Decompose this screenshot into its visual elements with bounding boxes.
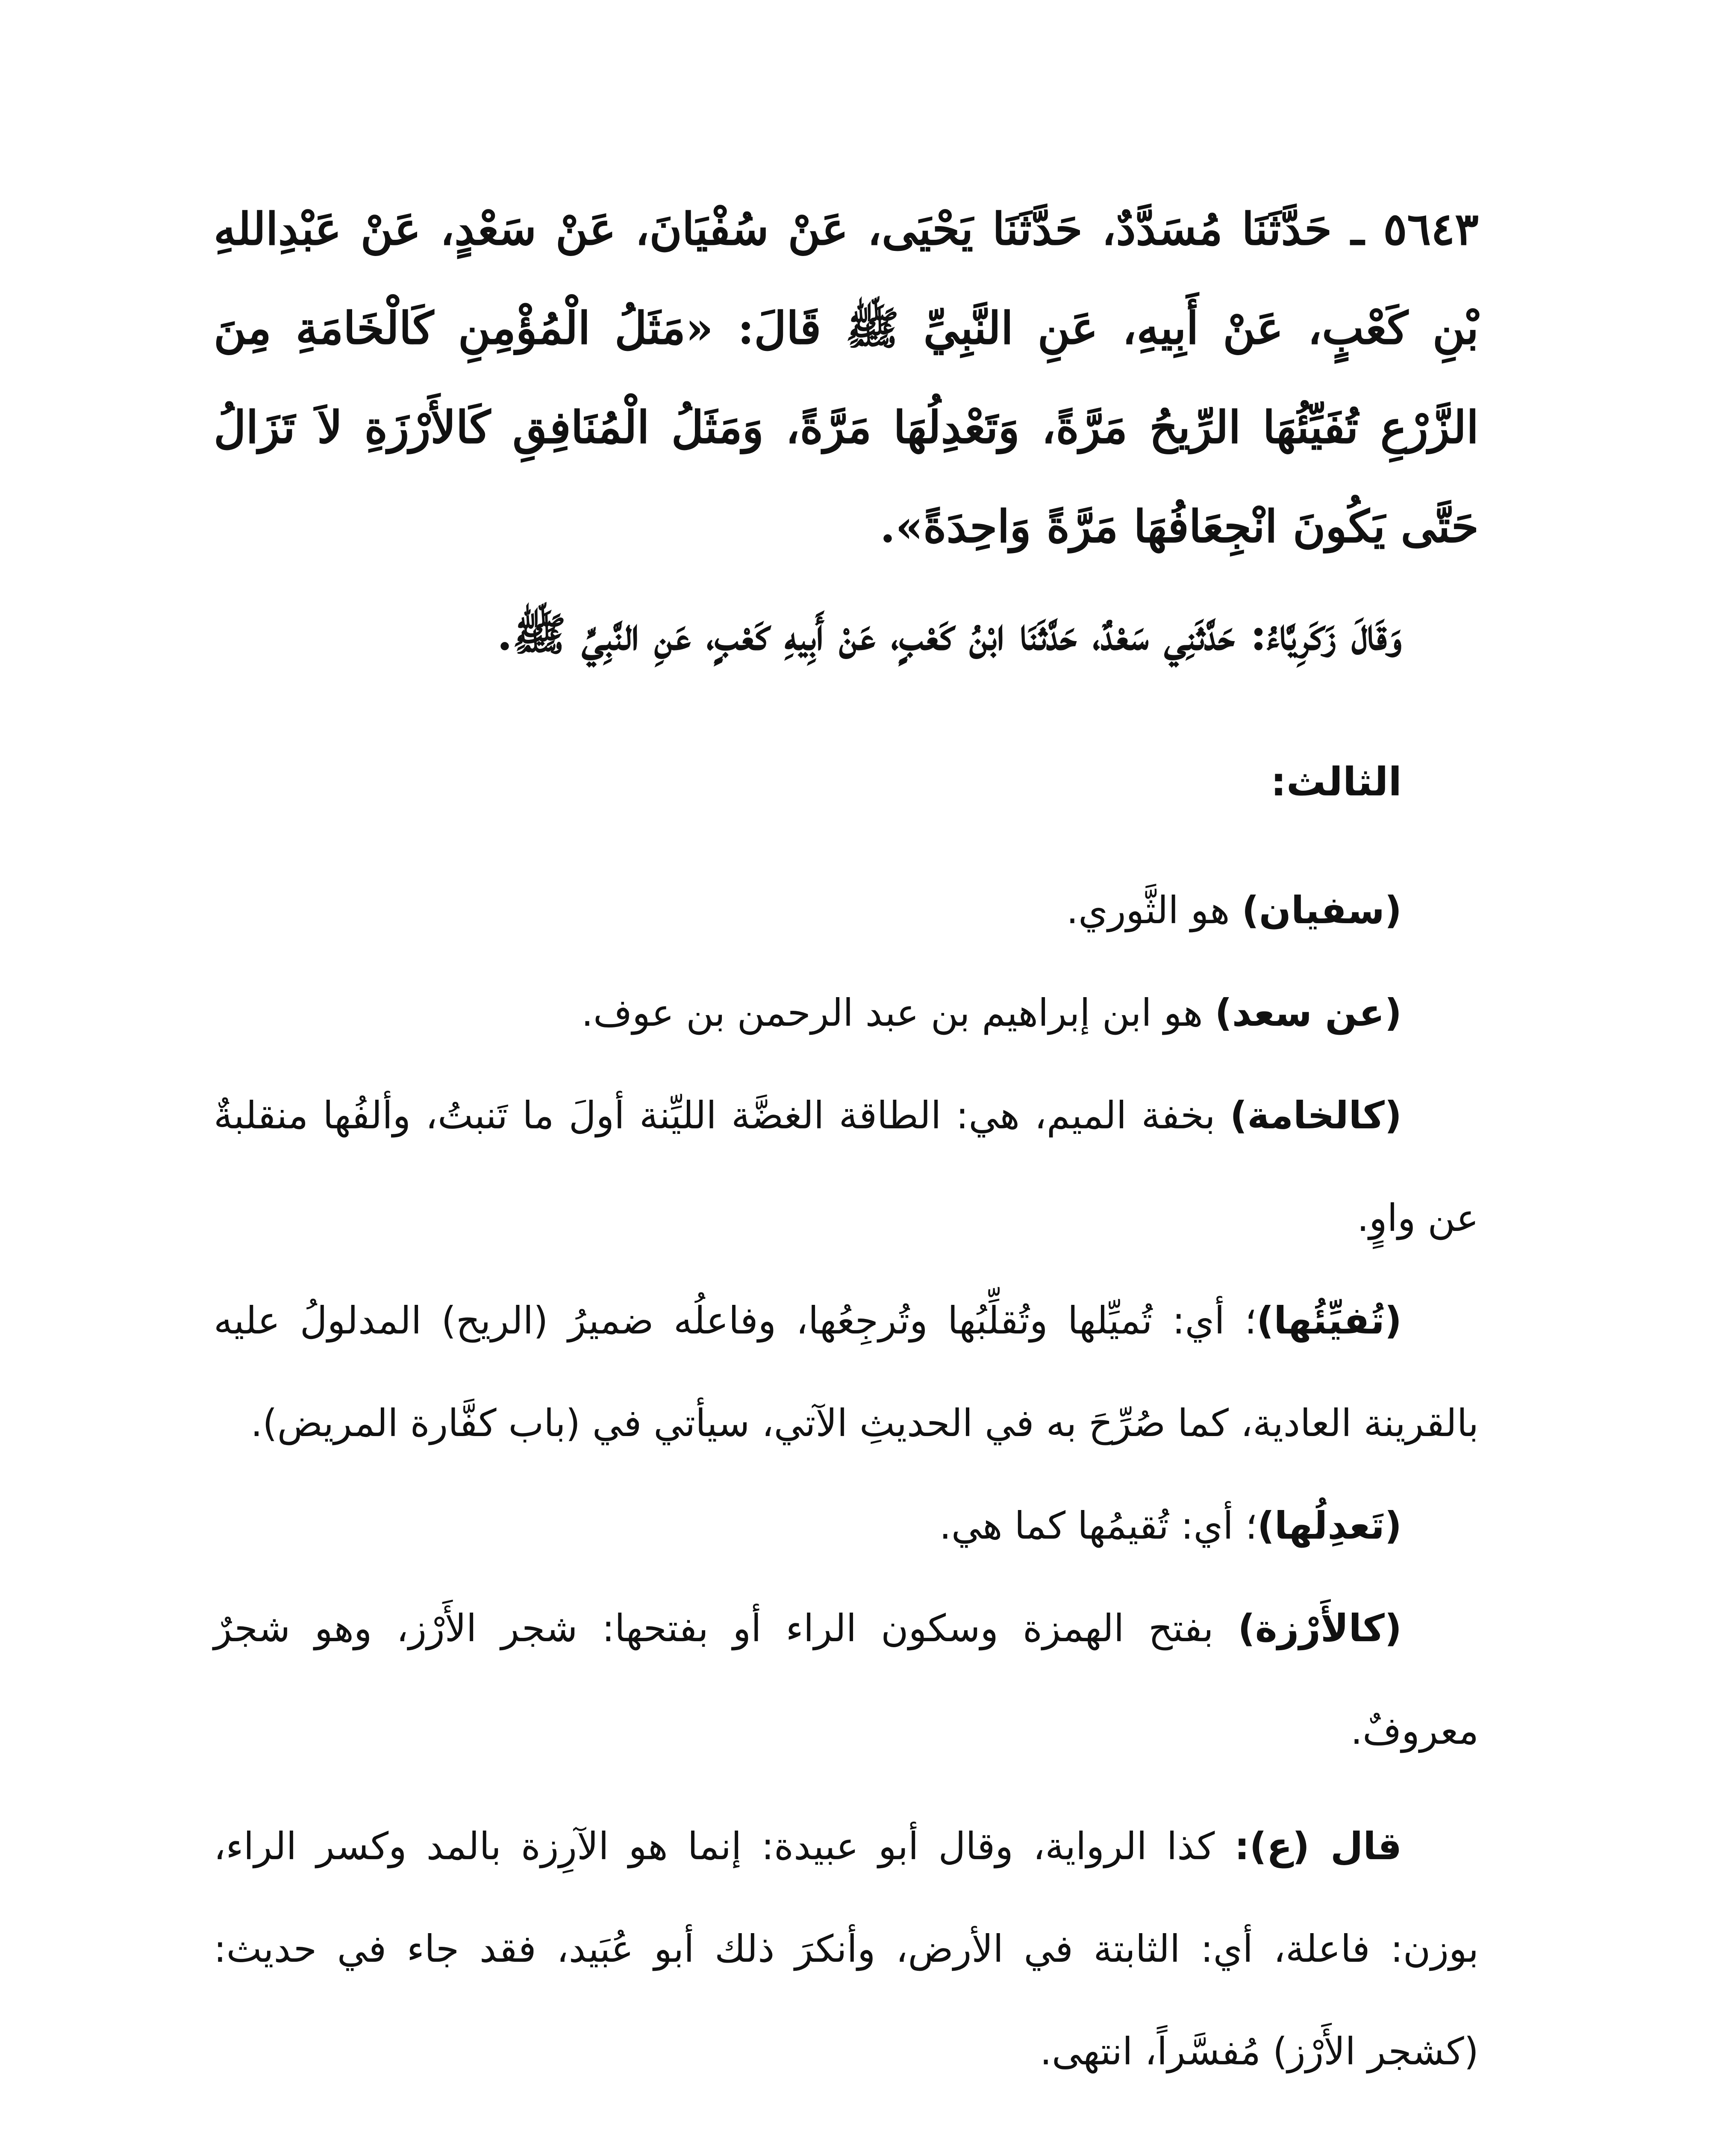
note-text: كذا الرواية، وقال أبو عبيدة: إنما هو الآرِزة بالمد وكسر الراء، بوزن: فاعلة، أي: الثابتة في الأرض، وأنكرَ ذلك أبو عُبَيد، فقد جاء في حديث: (كشجر الأَرْز) مُفسَّراً، انتهى. (214, 1824, 1479, 2073)
hadith-main (214, 180, 1479, 576)
hadith-number: ٥٦٤٣ ـ (1351, 203, 1479, 255)
note-text: هو الثَّوري. (1066, 888, 1242, 932)
section-heading: الثالث: (1271, 759, 1402, 805)
note-paragraph (214, 1064, 1479, 1269)
note-term: (عن سعد) (1215, 991, 1402, 1035)
note-term: (سفيان) (1242, 888, 1402, 932)
note-paragraph (214, 962, 1479, 1064)
note-text: بخفة الميم، هي: الطاقة الغضَّة الليِّنة أولَ ما تَنبتُ، وألفُها منقلبةٌ عن واوٍ. (214, 1093, 1479, 1240)
hadith-second-chain: وَقَالَ زَكَرِيَّاءُ: حَدَّثَنِي سَعْدٌ، حَدَّثَنَا ابْنُ كَعْبٍ، عَنْ أَبِيهِ كَعْبٍ، عَنِ النَّبِيِّ ﷺ. (497, 608, 1402, 660)
note-paragraph (214, 859, 1479, 962)
hadith-text: حَدَّثَنَا مُسَدَّدٌ، حَدَّثَنَا يَحْيَى، عَنْ سُفْيَانَ، عَنْ سَعْدٍ، عَنْ عَبْدِاللهِ بْنِ كَعْبٍ، عَنْ أَبِيهِ، عَنِ النَّبِيِّ ﷺ قَالَ: «مَثَلُ الْمُؤْمِنِ كَالْخَامَةِ مِنَ الزَّرْعِ تُفَيِّئُهَا الرِّيحُ مَرَّةً، وَتَعْدِلُهَا مَرَّةً، وَمَثَلُ الْمُنَافِقِ كَالأَرْزَةِ لاَ تَزَالُ حَتَّى يَكُونَ انْجِعَافُهَا مَرَّةً وَاحِدَةً». (214, 203, 1479, 553)
note-term: (كالأَرْزة) (1238, 1606, 1402, 1650)
note-text: بفتح الهمزة وسكون الراء أو بفتحها: شجر الأَرْز، وهو شجرٌ معروفٌ. (214, 1606, 1479, 1753)
note-term: قال (ع): (1234, 1824, 1402, 1868)
page-content (214, 180, 1479, 2103)
note-term: (كالخامة) (1230, 1093, 1402, 1137)
note-paragraph (214, 1269, 1479, 1475)
note-text: ؛ أي: تُميِّلها وتُقلِّبُها وتُرجِعُها، وفاعلُه ضميرُ (الريح) المدلولُ عليه بالقرينة العادية، كما صُرِّحَ به في الحديثِ الآتي، سيأتي في (باب كفَّارة المريض). (214, 1298, 1479, 1445)
note-text: هو ابن إبراهيم بن عبد الرحمن بن عوف. (581, 991, 1215, 1035)
note-term: (تَعدِلُها) (1257, 1504, 1402, 1548)
note-term: (تُفيِّئُها) (1256, 1298, 1402, 1342)
note-paragraph (214, 1577, 1479, 1782)
note-paragraph (214, 1475, 1479, 1577)
note-paragraph (214, 1795, 1479, 2103)
note-text: ؛ أي: تُقيمُها كما هي. (939, 1504, 1257, 1548)
